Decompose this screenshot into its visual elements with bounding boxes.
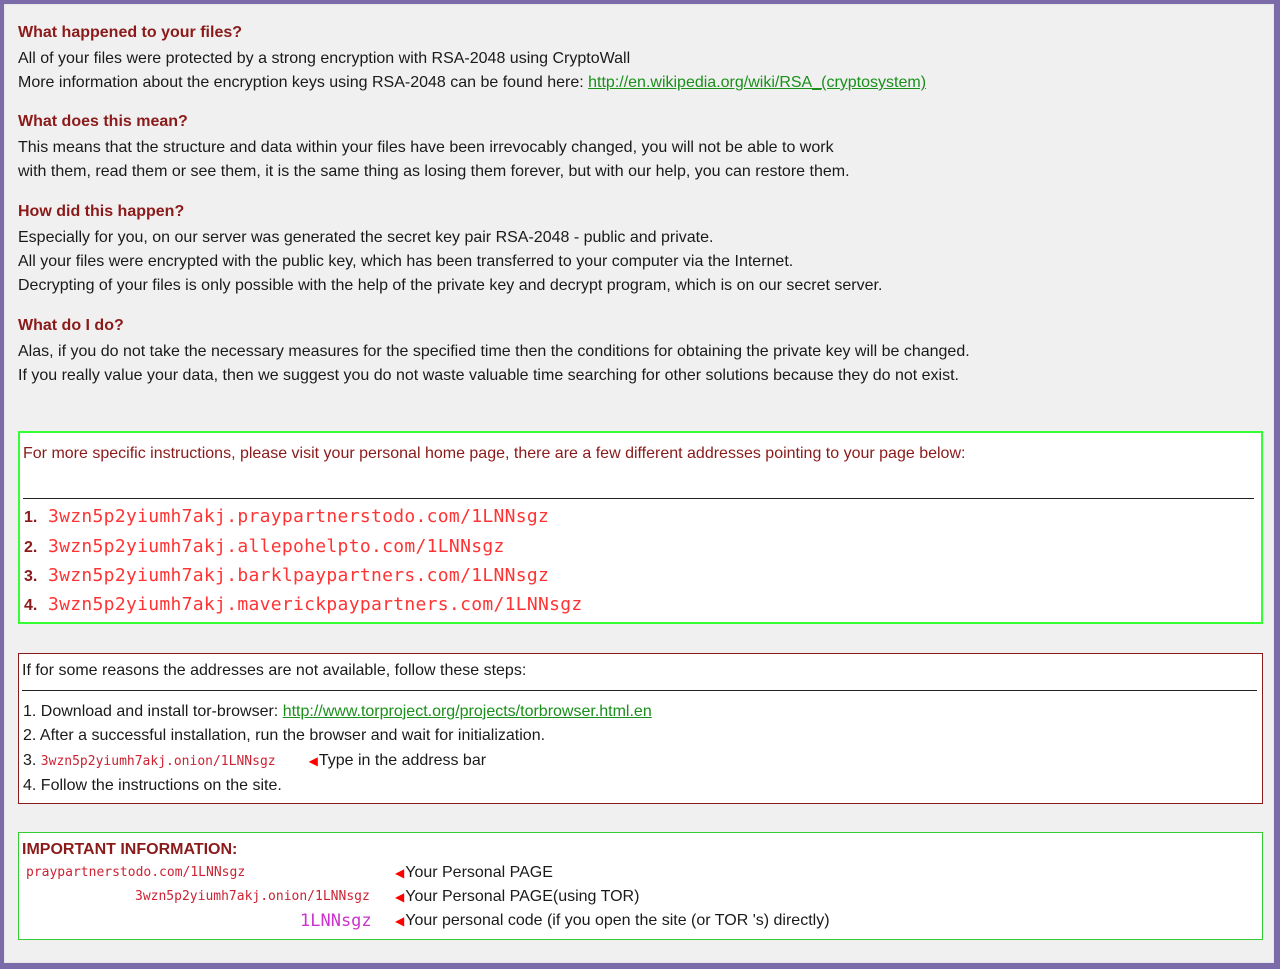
tor-instructions-box <box>18 653 1263 804</box>
address-url[interactable]: 3wzn5p2yiumh7akj.praypartnerstodo.com/1LNNsgz <box>48 506 550 527</box>
address-url[interactable]: 3wzn5p2yiumh7akj.maverickpaypartners.com/1LNNsgz <box>48 594 583 615</box>
info-row <box>19 909 1262 933</box>
section-heading: What happened to your files? <box>18 24 243 41</box>
section-what-mean <box>18 112 850 184</box>
info-row-label <box>395 885 639 909</box>
tor-step-3 <box>23 749 486 774</box>
section-heading: How did this happen? <box>18 203 185 220</box>
left-pointing-triangle-icon: ◀ <box>395 890 405 904</box>
divider <box>22 690 1257 691</box>
section-text-line: All of your files were protected by a strong encryption with RSA-2048 using CryptoWall <box>18 50 631 67</box>
step-hint: Type in the address bar <box>318 752 487 769</box>
address-item <box>24 532 505 561</box>
tor-step-2: 2. After a successful installation, run the browser and wait for initialization. <box>23 727 546 744</box>
info-label-text: Your personal code (if you open the site (or TOR 's) directly) <box>405 912 830 929</box>
section-text-line: Alas, if you do not take the necessary measures for the specified time then the conditions for obtaining the private key will be changed. <box>18 343 970 360</box>
address-url[interactable]: 3wzn5p2yiumh7akj.allepohelpto.com/1LNNsgz <box>48 536 505 557</box>
tor-page-address[interactable]: 3wzn5p2yiumh7akj.onion/1LNNsgz <box>135 889 370 904</box>
section-how-happen <box>18 202 882 298</box>
address-number: 4. <box>24 597 38 614</box>
section-text-line: All your files were encrypted with the public key, which has been transferred to your computer via the Internet. <box>18 253 794 270</box>
step-number: 3. <box>23 752 41 769</box>
address-item <box>24 502 549 531</box>
tor-step-1 <box>23 700 652 724</box>
left-pointing-triangle-icon: ◀ <box>395 914 405 928</box>
important-info-box <box>18 832 1263 940</box>
personal-code[interactable]: 1LNNsgz <box>300 911 372 931</box>
onion-address[interactable]: 3wzn5p2yiumh7akj.onion/1LNNsgz <box>40 754 276 769</box>
info-row-label <box>395 861 553 885</box>
section-heading: What do I do? <box>18 317 124 334</box>
section-text-line: Decrypting of your files is only possible with the help of the private key and decrypt program, which is on our secret server. <box>18 277 883 294</box>
address-number: 2. <box>24 539 38 556</box>
info-row-label <box>395 909 830 933</box>
info-row <box>19 861 1262 885</box>
address-url[interactable]: 3wzn5p2yiumh7akj.barklpaypartners.com/1LNNsgz <box>48 565 550 586</box>
address-item <box>24 561 549 590</box>
tor-step-4: 4. Follow the instructions on the site. <box>23 777 282 794</box>
personal-page-box <box>18 431 1263 624</box>
ransom-note-window <box>4 4 1274 963</box>
address-item <box>24 590 583 619</box>
address-number: 3. <box>24 568 38 585</box>
left-pointing-triangle-icon: ◀ <box>308 754 318 768</box>
section-text-line: If you really value your data, then we suggest you do not waste valuable time searching for other solutions because they do not exist. <box>18 367 959 384</box>
personal-page-address[interactable]: praypartnerstodo.com/1LNNsgz <box>26 865 246 880</box>
left-pointing-triangle-icon: ◀ <box>395 866 405 880</box>
section-text-line: Especially for you, on our server was generated the secret key pair RSA-2048 - public and private. <box>18 229 714 246</box>
important-info-title: IMPORTANT INFORMATION: <box>22 841 238 858</box>
info-row <box>19 885 1262 909</box>
address-number: 1. <box>24 509 38 526</box>
divider <box>23 498 1254 499</box>
personal-page-intro: For more specific instructions, please visit your personal home page, there are a few different addresses pointing to your page below: <box>23 445 966 462</box>
section-heading: What does this mean? <box>18 113 188 130</box>
section-text-line: with them, read them or see them, it is the same thing as losing them forever, but with our help, you can restore them. <box>18 163 850 180</box>
section-text-line <box>18 71 926 95</box>
info-label-text: Your Personal PAGE(using TOR) <box>405 888 640 905</box>
section-text-line: This means that the structure and data within your files have been irrevocably changed, you will not be able to work <box>18 139 834 156</box>
tor-intro: If for some reasons the addresses are not available, follow these steps: <box>22 662 527 679</box>
info-label-text: Your Personal PAGE <box>405 864 553 881</box>
section-text: More information about the encryption keys using RSA-2048 can be found here: <box>18 74 589 91</box>
wikipedia-rsa-link[interactable]: http://en.wikipedia.org/wiki/RSA_(cryptosystem) <box>588 74 927 91</box>
section-what-do <box>18 316 970 388</box>
section-what-happened <box>18 23 926 95</box>
torproject-link[interactable]: http://www.torproject.org/projects/torbrowser.html.en <box>282 703 652 720</box>
step-text: 1. Download and install tor-browser: <box>23 703 283 720</box>
